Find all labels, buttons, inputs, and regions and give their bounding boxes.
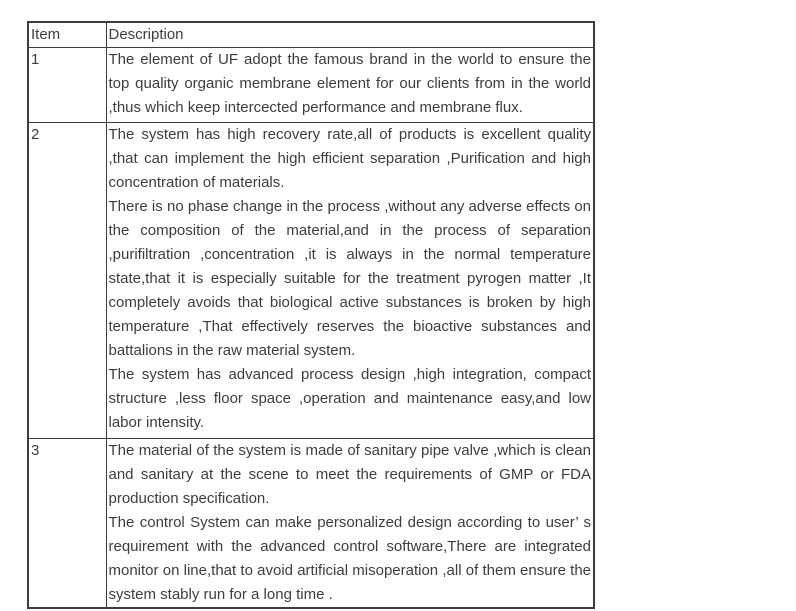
- table-header-row: [28, 22, 594, 48]
- table-row: [28, 123, 594, 439]
- item-number: 3: [28, 439, 106, 609]
- description-paragraph: The material of the system is made of sanitary pipe valve ,which is clean and sanitary at the scene to meet the requirements of GMP or FDA production specification.: [108, 442, 591, 507]
- column-header-item: Item: [28, 22, 106, 48]
- table-row: [28, 439, 594, 609]
- item-description-table: [27, 21, 595, 609]
- description-paragraph: The control System can make personalized design according to user’ s requirement with the advanced control software,There are integrated monitor on line,that to avoid artificial misoperation ,all of them ensure the system stably run for a long time .: [108, 514, 591, 603]
- description-paragraph: The element of UF adopt the famous brand in the world to ensure the top quality organic membrane element for our clients from in the world ,thus which keep intercected performance and membrane flux.: [108, 51, 591, 116]
- table-row: [28, 48, 594, 123]
- description-cell: [106, 123, 594, 439]
- description-cell: [106, 48, 594, 123]
- item-number: 1: [28, 48, 106, 123]
- description-paragraph: There is no phase change in the process ,without any adverse effects on the composition of the material,and in the process of separation ,purifiltration ,concentration ,it is always in the normal temperature state,that it is especially suitable for the treatment pyrogen matter ,It completely avoids that biological active substances is broken by high temperature ,That effectively reserves the bioactive substances and battalions in the raw material system.: [108, 198, 591, 359]
- column-header-description: Description: [106, 22, 594, 48]
- description-cell: [106, 439, 594, 609]
- description-paragraph: The system has high recovery rate,all of products is excellent quality ,that can implement the high efficient separation ,Purification and high concentration of materials.: [108, 126, 591, 191]
- description-paragraph: The system has advanced process design ,high integration, compact structure ,less floor space ,operation and maintenance easy,and low labor intensity.: [108, 366, 591, 431]
- item-number: 2: [28, 123, 106, 439]
